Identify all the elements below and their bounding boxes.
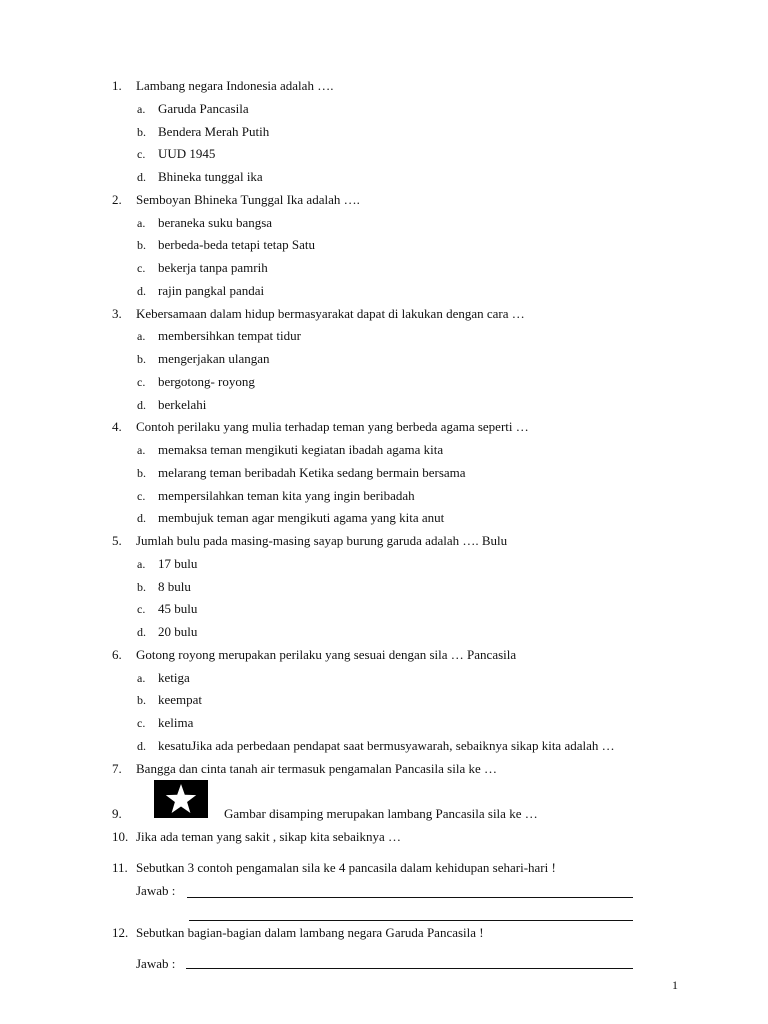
option-text: mempersilahkan teman kita yang ingin beribadah [158,488,415,503]
star-icon [154,780,208,818]
star-image [154,780,208,818]
option-text: membersihkan tempat tidur [158,328,301,343]
option-letter: a. [137,102,146,116]
option-text: mengerjakan ulangan [158,351,270,366]
question-number: 6. [112,647,122,662]
question-number: 12. [112,925,129,940]
question-text: Semboyan Bhineka Tunggal Ika adalah …. [136,192,360,207]
option-text: 45 bulu [158,601,198,616]
answer-line[interactable] [186,968,633,969]
option-text: UUD 1945 [158,146,216,161]
question-number: 2. [112,192,122,207]
option-text: 20 bulu [158,624,198,639]
page-number: 1 [672,978,678,992]
option-text: bergotong- royong [158,374,255,389]
option-letter: a. [137,671,146,685]
question-text: Bangga dan cinta tanah air termasuk pengamalan Pancasila sila ke … [136,761,497,776]
option-letter: d. [137,739,146,753]
option-letter: c. [137,375,146,389]
option-letter: b. [137,693,146,707]
option-letter: b. [137,466,146,480]
question-number: 5. [112,533,122,548]
option-letter: c. [137,489,146,503]
option-letter: a. [137,557,146,571]
option-letter: b. [137,238,146,252]
option-letter: d. [137,398,146,412]
question-number: 1. [112,78,122,93]
option-text: kesatuJika ada perbedaan pendapat saat bermusyawarah, sebaiknya sikap kita adalah … [158,738,615,753]
option-text: 8 bulu [158,579,191,594]
question-number: 4. [112,419,122,434]
answer-line[interactable] [187,897,633,898]
option-letter: b. [137,125,146,139]
question-number: 3. [112,306,122,321]
question-text: Jumlah bulu pada masing-masing sayap burung garuda adalah …. Bulu [136,533,508,548]
option-text: Garuda Pancasila [158,101,249,116]
option-text: ketiga [158,670,190,685]
option-letter: c. [137,147,146,161]
option-text: melarang teman beribadah Ketika sedang bermain bersama [158,465,466,480]
option-text: beraneka suku bangsa [158,215,273,230]
question-text: Jika ada teman yang sakit , sikap kita sebaiknya … [136,829,401,844]
option-letter: c. [137,716,146,730]
option-letter: b. [137,352,146,366]
question-number: 9. [112,806,122,821]
answer-line[interactable] [189,920,633,921]
question-number: 10. [112,829,129,844]
option-letter: a. [137,216,146,230]
option-text: bekerja tanpa pamrih [158,260,268,275]
question-text: Lambang negara Indonesia adalah …. [136,78,334,93]
answer-label: Jawab : [136,956,176,971]
option-letter: b. [137,580,146,594]
option-text: Bendera Merah Putih [158,124,270,139]
option-text: membujuk teman agar mengikuti agama yang kita anut [158,510,445,525]
option-text: Bhineka tunggal ika [158,169,263,184]
option-letter: d. [137,511,146,525]
answer-label: Jawab : [136,883,176,898]
option-text: rajin pangkal pandai [158,283,265,298]
option-letter: d. [137,284,146,298]
question-number: 7. [112,761,122,776]
option-text: berbeda-beda tetapi tetap Satu [158,237,316,252]
option-text: berkelahi [158,397,207,412]
question-text: Sebutkan bagian-bagian dalam lambang negara Garuda Pancasila ! [136,925,484,940]
option-text: 17 bulu [158,556,198,571]
question-text: Gotong royong merupakan perilaku yang sesuai dengan sila … Pancasila [136,647,517,662]
option-letter: d. [137,170,146,184]
question-text: Contoh perilaku yang mulia terhadap teman yang berbeda agama seperti … [136,419,529,434]
question-text: Sebutkan 3 contoh pengamalan sila ke 4 pancasila dalam kehidupan sehari-hari ! [136,860,556,875]
option-text: kelima [158,715,194,730]
option-text: keempat [158,692,203,707]
option-text: memaksa teman mengikuti kegiatan ibadah agama kita [158,442,444,457]
option-letter: c. [137,602,146,616]
option-letter: d. [137,625,146,639]
option-letter: c. [137,261,146,275]
question-text: Gambar disamping merupakan lambang Pancasila sila ke … [224,806,538,821]
question-number: 11. [112,860,128,875]
option-letter: a. [137,443,146,457]
option-letter: a. [137,329,146,343]
question-text: Kebersamaan dalam hidup bermasyarakat dapat di lakukan dengan cara … [136,306,525,321]
